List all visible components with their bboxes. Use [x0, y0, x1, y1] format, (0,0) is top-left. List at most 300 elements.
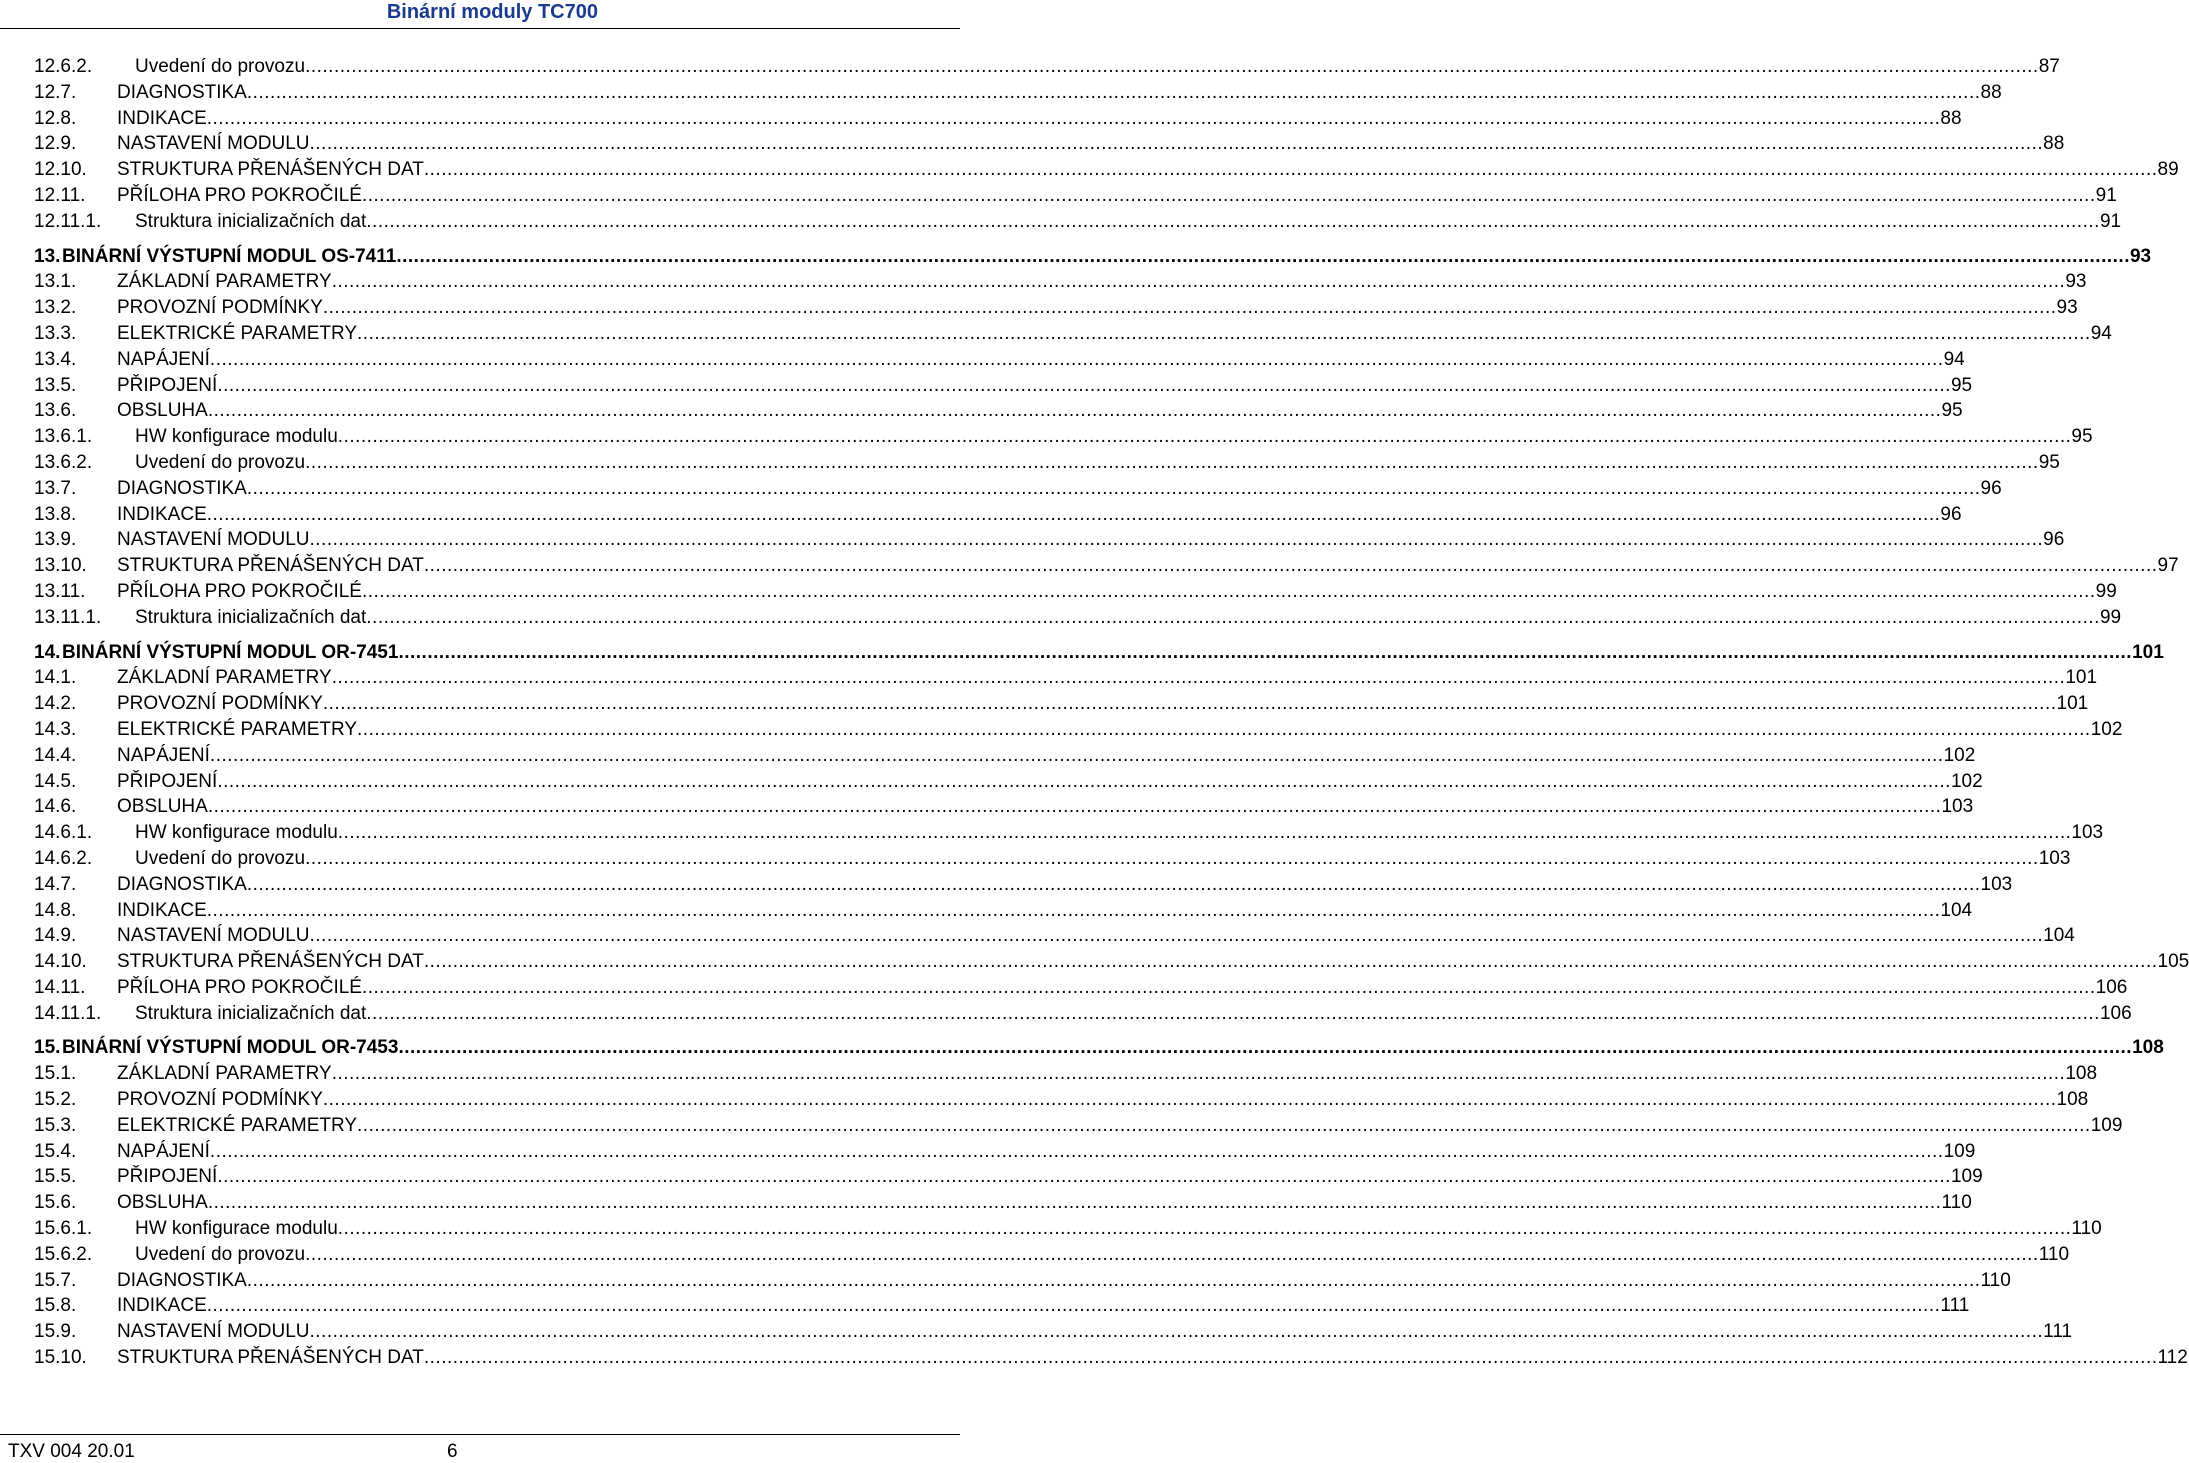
toc-entry-title: DIAGNOSTIKA — [117, 477, 247, 499]
toc-entry-number: 15.8. — [34, 1295, 77, 1317]
toc-entry-body — [117, 1113, 2123, 1139]
toc-entry-page: 87 — [2038, 56, 2060, 77]
toc-entry[interactable] — [0, 502, 1962, 528]
toc-entry[interactable] — [0, 1087, 2089, 1113]
toc-entry-body — [117, 1087, 2089, 1113]
toc-entry[interactable] — [0, 975, 2128, 1001]
toc-entry-body — [117, 398, 1963, 424]
toc-entry-number: 13.6.1. — [34, 426, 93, 448]
toc-leader-dots: ............................................................................................................................................................................................................................................................................................................ — [331, 1063, 2066, 1085]
toc-entry-body — [117, 872, 2013, 898]
toc-entry-page: 106 — [2095, 976, 2128, 998]
toc-entry-title: NAPÁJENÍ — [117, 1140, 210, 1162]
toc-entry-page: 94 — [1943, 348, 1965, 370]
toc-entry[interactable] — [0, 54, 2060, 80]
toc-entry-page: 109 — [2090, 1114, 2123, 1136]
toc-entry[interactable] — [0, 794, 1974, 820]
toc-entry-title: OBSLUHA — [117, 1192, 208, 1214]
toc-entry-body — [117, 665, 2098, 691]
toc-leader-dots: ............................................................................................................................................................................................................................................................................................................ — [331, 667, 2066, 689]
toc-leader-dots: ............................................................................................................................................................................................................................................................................................................ — [423, 159, 2158, 181]
toc-entry-body — [135, 820, 2104, 846]
toc-entry-title: HW konfigurace modulu — [135, 1218, 338, 1240]
toc-entry-title: HW konfigurace modulu — [135, 426, 338, 448]
toc-leader-dots: ............................................................................................................................................................................................................................................................................................................ — [322, 1089, 2057, 1111]
toc-entry-page: 110 — [1941, 1192, 1972, 1214]
toc-leader-dots: ............................................................................................................................................................................................................................................................................................................ — [366, 210, 2100, 232]
toc-entry-title: INDIKACE — [117, 1295, 207, 1317]
toc-entry-title: INDIKACE — [117, 899, 207, 921]
toc-entry[interactable] — [0, 347, 1965, 373]
toc-leader-dots: ............................................................................................................................................................................................................................................................................................................ — [209, 744, 1944, 766]
toc-entry-number: 13. — [34, 245, 61, 267]
toc-entry-title: DIAGNOSTIKA — [117, 873, 247, 895]
toc-entry-body — [135, 209, 2122, 235]
toc-leader-dots: ............................................................................................................................................................................................................................................................................................................ — [337, 426, 2072, 448]
toc-entry[interactable] — [0, 1345, 2188, 1371]
toc-entry-title: Uvedení do provozu — [135, 847, 306, 869]
toc-entry-title: Struktura inicializačních dat — [135, 1002, 367, 1024]
toc-entry-number: 14.3. — [34, 718, 77, 740]
toc-entry-body — [135, 1242, 2070, 1268]
toc-entry-page: 91 — [2099, 210, 2122, 232]
toc-entry[interactable] — [0, 157, 2179, 183]
toc-entry-number: 14.11.1. — [34, 1002, 102, 1024]
toc-entry-page: 91 — [2095, 184, 2117, 206]
toc-entry-title: PŘIPOJENÍ — [117, 374, 218, 396]
toc-entry-number: 15.6.2. — [34, 1243, 93, 1265]
toc-entry-page: 103 — [2071, 822, 2104, 844]
toc-entry-body — [117, 527, 2065, 553]
toc-entry-title: BINÁRNÍ VÝSTUPNÍ MODUL OS-7411 — [62, 245, 397, 267]
toc-entry-page: 93 — [2129, 245, 2152, 267]
toc-entry-page: 99 — [2099, 606, 2122, 628]
toc-entry-body — [117, 717, 2123, 743]
toc-entry[interactable] — [0, 605, 2122, 631]
toc-leader-dots: ............................................................................................................................................................................................................................................................................................................ — [217, 1166, 1951, 1188]
toc-leader-dots: ............................................................................................................................................................................................................................................................................................................ — [305, 56, 2039, 77]
toc-entry[interactable] — [0, 1001, 2132, 1027]
toc-entry[interactable] — [0, 1190, 1972, 1216]
toc-entry[interactable] — [0, 923, 2075, 949]
toc-entry-title: NAPÁJENÍ — [117, 348, 210, 370]
toc-entry-title: PŘÍLOHA PRO POKROČILÉ — [117, 184, 362, 206]
page-header — [0, 0, 960, 29]
toc-entry-page: 89 — [2157, 159, 2179, 181]
toc-entry-page: 96 — [1980, 477, 2002, 499]
toc-entry-number: 13.3. — [34, 322, 77, 344]
toc-entry-title: PŘIPOJENÍ — [117, 1166, 218, 1188]
toc-entry-number: 15.4. — [34, 1140, 77, 1162]
toc-entry-page: 94 — [2090, 322, 2112, 344]
toc-entry-page: 112 — [2157, 1347, 2188, 1369]
toc-entry[interactable] — [0, 106, 1962, 132]
toc-entry-page: 95 — [2071, 426, 2093, 448]
table-of-contents — [0, 54, 2189, 1371]
toc-entry-body — [117, 80, 2002, 106]
toc-leader-dots: ............................................................................................................................................................................................................................................................................................................ — [207, 796, 1942, 818]
toc-leader-dots: ............................................................................................................................................................................................................................................................................................................ — [322, 693, 2057, 715]
toc-leader-dots: ............................................................................................................................................................................................................................................................................................................ — [209, 348, 1944, 370]
toc-entry-title: Struktura inicializačních dat — [135, 210, 367, 232]
toc-entry-body — [117, 321, 2112, 347]
toc-entry-title: NAPÁJENÍ — [117, 744, 210, 766]
toc-entry-number: 15.3. — [34, 1114, 77, 1136]
toc-spacer — [0, 1026, 960, 1035]
toc-entry-number: 13.1. — [34, 271, 77, 293]
toc-entry[interactable] — [0, 398, 1963, 424]
toc-entry-body — [135, 54, 2060, 80]
toc-leader-dots: ............................................................................................................................................................................................................................................................................................................ — [207, 1192, 1942, 1214]
toc-entry-title: INDIKACE — [117, 503, 207, 525]
toc-entry-page: 106 — [2099, 1002, 2132, 1024]
toc-entry-title: ELEKTRICKÉ PARAMETRY — [117, 322, 358, 344]
toc-leader-dots: ............................................................................................................................................................................................................................................................................................................ — [217, 374, 1951, 396]
toc-entry-body — [117, 743, 1976, 769]
toc-entry-number: 15.10. — [34, 1347, 87, 1369]
toc-leader-dots: ............................................................................................................................................................................................................................................................................................................ — [322, 297, 2057, 319]
toc-entry[interactable] — [0, 1113, 2123, 1139]
toc-entry-title: STRUKTURA PŘENÁŠENÝCH DAT — [117, 951, 424, 973]
toc-leader-dots: ............................................................................................................................................................................................................................................................................................................ — [246, 477, 1981, 499]
toc-entry-title: OBSLUHA — [117, 400, 208, 422]
toc-leader-dots: ............................................................................................................................................................................................................................................................................................................ — [423, 951, 2158, 973]
toc-entry-title: PROVOZNÍ PODMÍNKY — [117, 1089, 323, 1111]
toc-entry[interactable] — [0, 527, 2065, 553]
toc-entry-title: ZÁKLADNÍ PARAMETRY — [117, 1063, 332, 1085]
toc-entry-page: 109 — [1943, 1140, 1976, 1162]
toc-entry-title: BINÁRNÍ VÝSTUPNÍ MODUL OR-7453 — [62, 1037, 399, 1059]
toc-entry-title: STRUKTURA PŘENÁŠENÝCH DAT — [117, 1347, 424, 1369]
toc-entry-number: 12.11. — [34, 184, 86, 206]
toc-entry-number: 15.6. — [34, 1192, 77, 1214]
toc-entry-number: 14.2. — [34, 693, 77, 715]
toc-entry[interactable] — [0, 1293, 1970, 1319]
toc-entry-page: 110 — [2038, 1243, 2070, 1265]
toc-entry-number: 12.7. — [34, 81, 77, 103]
toc-entry-page: 104 — [2043, 925, 2075, 947]
toc-entry-number: 13.11.1. — [34, 606, 102, 628]
toc-leader-dots: ............................................................................................................................................................................................................................................................................................................ — [423, 555, 2158, 577]
toc-entry[interactable] — [0, 295, 2078, 321]
toc-leader-dots: ............................................................................................................................................................................................................................................................................................................ — [246, 81, 1981, 103]
toc-entry-number: 14.9. — [34, 925, 77, 947]
toc-entry-title: HW konfigurace modulu — [135, 822, 338, 844]
toc-entry-title: PŘIPOJENÍ — [117, 770, 218, 792]
toc-entry[interactable] — [0, 1242, 2070, 1268]
toc-entry-number: 14.6.1. — [34, 822, 93, 844]
toc-entry-number: 14.11. — [34, 976, 86, 998]
toc-entry-page: 110 — [2071, 1218, 2102, 1240]
toc-entry[interactable] — [0, 717, 2123, 743]
toc-entry-page: 103 — [1980, 873, 2013, 895]
toc-entry[interactable] — [0, 579, 2117, 605]
toc-entry[interactable] — [0, 1035, 2164, 1061]
toc-entry-title: PROVOZNÍ PODMÍNKY — [117, 693, 323, 715]
toc-entry[interactable] — [0, 820, 2104, 846]
toc-entry-body — [117, 295, 2078, 321]
toc-entry-number: 14.6.2. — [34, 847, 93, 869]
toc-entry-body — [117, 106, 1962, 132]
toc-entry-number: 14.10. — [34, 951, 87, 973]
toc-entry-page: 102 — [1950, 770, 1983, 792]
toc-entry-title: ZÁKLADNÍ PARAMETRY — [117, 271, 332, 293]
toc-entry-title: PROVOZNÍ PODMÍNKY — [117, 297, 323, 319]
toc-entry-title: ZÁKLADNÍ PARAMETRY — [117, 667, 332, 689]
toc-entry-number: 13.5. — [34, 374, 77, 396]
toc-entry-page: 95 — [1950, 374, 1973, 396]
toc-entry-page: 104 — [1940, 899, 1973, 921]
toc-entry-body — [117, 553, 2179, 579]
toc-entry-body — [135, 424, 2093, 450]
toc-entry-number: 12.11.1. — [34, 210, 102, 232]
toc-entry[interactable] — [0, 321, 2112, 347]
toc-entry[interactable] — [0, 553, 2179, 579]
toc-entry-page: 96 — [1940, 503, 1962, 525]
toc-entry-title: PŘÍLOHA PRO POKROČILÉ — [117, 580, 362, 602]
toc-entry-body — [117, 183, 2117, 209]
toc-entry-number: 14.1. — [34, 667, 77, 689]
toc-entry-body — [117, 1345, 2188, 1371]
toc-leader-dots: ............................................................................................................................................................................................................................................................................................................ — [366, 606, 2100, 628]
toc-entry-title: STRUKTURA PŘENÁŠENÝCH DAT — [117, 555, 424, 577]
toc-leader-dots: ............................................................................................................................................................................................................................................................................................................ — [206, 107, 1941, 129]
toc-entry-title: Uvedení do provozu — [135, 451, 306, 473]
toc-entry-number: 14.4. — [34, 744, 77, 766]
toc-entry-title: NASTAVENÍ MODULU — [117, 133, 310, 155]
toc-leader-dots: ............................................................................................................................................................................................................................................................................................................ — [398, 641, 2133, 663]
toc-entry-title: ELEKTRICKÉ PARAMETRY — [117, 1114, 358, 1136]
toc-entry-body — [117, 347, 1965, 373]
toc-leader-dots: ............................................................................................................................................................................................................................................................................................................ — [337, 1218, 2072, 1240]
toc-leader-dots: ............................................................................................................................................................................................................................................................................................................ — [206, 899, 1941, 921]
toc-entry-title: NASTAVENÍ MODULU — [117, 1321, 310, 1343]
toc-leader-dots: ............................................................................................................................................................................................................................................................................................................ — [246, 1269, 1981, 1291]
toc-entry[interactable] — [0, 450, 2060, 476]
toc-entry-number: 13.7. — [34, 477, 77, 499]
toc-leader-dots: ............................................................................................................................................................................................................................................................................................................ — [246, 873, 1981, 895]
toc-entry-page: 102 — [2090, 718, 2123, 740]
toc-leader-dots: ............................................................................................................................................................................................................................................................................................................ — [361, 184, 2096, 206]
toc-leader-dots: ............................................................................................................................................................................................................................................................................................................ — [217, 770, 1951, 792]
toc-entry-number: 14.6. — [34, 796, 77, 818]
toc-leader-dots: ............................................................................................................................................................................................................................................................................................................ — [209, 1140, 1944, 1162]
toc-leader-dots: ............................................................................................................................................................................................................................................................................................................ — [423, 1347, 2158, 1369]
toc-entry-page: 95 — [2038, 451, 2060, 473]
toc-leader-dots: ............................................................................................................................................................................................................................................................................................................ — [357, 1114, 2091, 1136]
toc-entry-page: 103 — [1941, 796, 1974, 818]
toc-leader-dots: ............................................................................................................................................................................................................................................................................................................ — [309, 925, 2044, 947]
toc-entry-title: DIAGNOSTIKA — [117, 1269, 247, 1291]
page-footer — [0, 1434, 960, 1462]
toc-leader-dots: ............................................................................................................................................................................................................................................................................................................ — [396, 245, 2130, 267]
toc-entry-title: NASTAVENÍ MODULU — [117, 529, 310, 551]
toc-entry-page: 105 — [2157, 951, 2189, 973]
toc-entry[interactable] — [0, 949, 2189, 975]
toc-entry-page: 97 — [2157, 555, 2179, 577]
toc-entry-page: 111 — [2043, 1321, 2073, 1343]
toc-leader-dots: ............................................................................................................................................................................................................................................................................................................ — [357, 718, 2091, 740]
toc-entry-title: PŘÍLOHA PRO POKROČILÉ — [117, 976, 362, 998]
toc-entry-body — [117, 1268, 2011, 1294]
toc-entry-title: STRUKTURA PŘENÁŠENÝCH DAT — [117, 159, 424, 181]
toc-entry-page: 101 — [2065, 667, 2098, 689]
toc-leader-dots: ............................................................................................................................................................................................................................................................................................................ — [309, 529, 2044, 551]
toc-entry-body — [117, 131, 2065, 157]
toc-entry[interactable] — [0, 80, 2002, 106]
toc-entry-page: 103 — [2038, 847, 2071, 869]
toc-entry-page: 88 — [1940, 107, 1962, 129]
toc-leader-dots: ............................................................................................................................................................................................................................................................................................................ — [206, 503, 1941, 525]
toc-entry-body — [117, 691, 2089, 717]
toc-entry[interactable] — [0, 424, 2093, 450]
toc-entry[interactable] — [0, 244, 2152, 270]
toc-entry-title: DIAGNOSTIKA — [117, 81, 247, 103]
toc-entry-page: 88 — [2043, 133, 2065, 155]
toc-entry-body — [62, 244, 2152, 270]
toc-leader-dots: ............................................................................................................................................................................................................................................................................................................ — [305, 451, 2039, 473]
toc-leader-dots: ............................................................................................................................................................................................................................................................................................................ — [309, 1321, 2044, 1343]
toc-entry-number: 15.1. — [34, 1063, 77, 1085]
toc-entry-number: 14. — [34, 641, 61, 663]
toc-entry-number: 13.6. — [34, 400, 77, 422]
toc-leader-dots: ............................................................................................................................................................................................................................................................................................................ — [361, 976, 2096, 998]
toc-entry[interactable] — [0, 1268, 2011, 1294]
toc-entry[interactable] — [0, 269, 2087, 295]
toc-entry-page: 93 — [2056, 297, 2078, 319]
toc-entry-page: 99 — [2095, 580, 2117, 602]
toc-entry[interactable] — [0, 131, 2065, 157]
toc-entry-body — [117, 579, 2117, 605]
toc-entry-title: BINÁRNÍ VÝSTUPNÍ MODUL OR-7451 — [62, 641, 399, 663]
toc-entry-number: 15.9. — [34, 1321, 77, 1343]
toc-entry-body — [117, 898, 1973, 924]
toc-leader-dots: ............................................................................................................................................................................................................................................................................................................ — [337, 822, 2072, 844]
toc-entry-number: 15. — [34, 1037, 61, 1059]
toc-entry[interactable] — [0, 373, 1973, 399]
toc-entry-page: 96 — [2043, 529, 2065, 551]
toc-entry-page: 95 — [1941, 400, 1963, 422]
toc-entry-page: 108 — [2065, 1063, 2098, 1085]
toc-entry-number: 13.8. — [34, 503, 77, 525]
toc-entry[interactable] — [0, 640, 2164, 666]
toc-entry-page: 111 — [1940, 1295, 1970, 1317]
toc-leader-dots: ............................................................................................................................................................................................................................................................................................................ — [331, 271, 2066, 293]
toc-entry[interactable] — [0, 769, 1983, 795]
toc-entry-title: NASTAVENÍ MODULU — [117, 925, 310, 947]
toc-entry[interactable] — [0, 476, 2002, 502]
footer-page-number: 6 — [447, 1441, 458, 1462]
toc-entry-title: Uvedení do provozu — [135, 56, 306, 77]
toc-entry-number: 15.6.1. — [34, 1218, 93, 1240]
toc-entry-body — [117, 949, 2189, 975]
toc-entry-number: 14.7. — [34, 873, 77, 895]
toc-entry-title: OBSLUHA — [117, 796, 208, 818]
toc-entry[interactable] — [0, 743, 1976, 769]
toc-entry-body — [117, 502, 1962, 528]
toc-entry[interactable] — [0, 209, 2122, 235]
toc-entry-number: 13.11. — [34, 580, 86, 602]
toc-entry[interactable] — [0, 898, 1973, 924]
toc-entry-page: 93 — [2065, 271, 2087, 293]
toc-entry-body — [117, 1061, 2098, 1087]
toc-entry-body — [62, 1035, 2164, 1061]
toc-entry-number: 12.10. — [34, 159, 87, 181]
toc-entry-number: 13.4. — [34, 348, 77, 370]
toc-entry[interactable] — [0, 183, 2117, 209]
toc-entry-page: 102 — [1943, 744, 1976, 766]
toc-entry[interactable] — [0, 1061, 2098, 1087]
toc-entry[interactable] — [0, 665, 2098, 691]
toc-entry-number: 13.6.2. — [34, 451, 93, 473]
toc-entry-title: INDIKACE — [117, 107, 207, 129]
toc-entry-body — [135, 605, 2122, 631]
toc-spacer — [0, 235, 960, 244]
header-title: Binární moduly TC700 — [386, 1, 598, 23]
toc-entry-body — [135, 1001, 2132, 1027]
toc-entry-body — [117, 923, 2075, 949]
toc-leader-dots: ............................................................................................................................................................................................................................................................................................................ — [357, 322, 2091, 344]
toc-entry-number: 14.8. — [34, 899, 77, 921]
toc-entry-body — [135, 846, 2071, 872]
toc-entry-title: Struktura inicializačních dat — [135, 606, 367, 628]
toc-entry-number: 13.2. — [34, 297, 77, 319]
toc-entry-body — [117, 975, 2128, 1001]
toc-entry[interactable] — [0, 1319, 2073, 1345]
toc-leader-dots: ............................................................................................................................................................................................................................................................................................................ — [398, 1037, 2133, 1059]
toc-leader-dots: ............................................................................................................................................................................................................................................................................................................ — [305, 1243, 2039, 1265]
toc-entry-body — [117, 1319, 2073, 1345]
toc-entry-page: 108 — [2056, 1089, 2089, 1111]
toc-entry-body — [117, 269, 2087, 295]
toc-entry-number: 13.9. — [34, 529, 77, 551]
toc-entry-body — [117, 157, 2179, 183]
toc-leader-dots: ............................................................................................................................................................................................................................................................................................................ — [309, 133, 2044, 155]
toc-entry[interactable] — [0, 846, 2071, 872]
toc-entry-page: 101 — [2132, 641, 2164, 663]
toc-leader-dots: ............................................................................................................................................................................................................................................................................................................ — [361, 580, 2096, 602]
toc-entry[interactable] — [0, 1139, 1976, 1165]
toc-entry[interactable] — [0, 691, 2089, 717]
toc-entry-body — [62, 640, 2164, 666]
toc-leader-dots: ............................................................................................................................................................................................................................................................................................................ — [207, 400, 1942, 422]
toc-entry-number: 12.9. — [34, 133, 77, 155]
toc-entry[interactable] — [0, 1216, 2102, 1242]
toc-entry[interactable] — [0, 1164, 1983, 1190]
toc-entry-page: 110 — [1980, 1269, 2011, 1291]
toc-leader-dots: ............................................................................................................................................................................................................................................................................................................ — [366, 1002, 2100, 1024]
toc-entry-body — [117, 1190, 1972, 1216]
footer-doc-code: TXV 004 20.01 — [8, 1441, 135, 1462]
toc-entry-body — [117, 769, 1983, 795]
toc-entry-body — [117, 1293, 1970, 1319]
toc-entry-page: 101 — [2056, 693, 2089, 715]
toc-entry-body — [117, 373, 1973, 399]
toc-entry-number: 15.2. — [34, 1089, 77, 1111]
toc-entry-body — [135, 450, 2060, 476]
toc-entry-number: 14.5. — [34, 770, 77, 792]
toc-spacer — [0, 631, 960, 640]
toc-entry-body — [117, 476, 2002, 502]
toc-entry-body — [117, 1164, 1983, 1190]
toc-entry-page: 88 — [1980, 81, 2002, 103]
toc-entry[interactable] — [0, 872, 2013, 898]
toc-entry-body — [135, 1216, 2102, 1242]
toc-entry-body — [117, 1139, 1976, 1165]
toc-entry-title: ELEKTRICKÉ PARAMETRY — [117, 718, 358, 740]
toc-leader-dots: ............................................................................................................................................................................................................................................................................................................ — [206, 1295, 1941, 1317]
toc-entry-number: 13.10. — [34, 555, 87, 577]
